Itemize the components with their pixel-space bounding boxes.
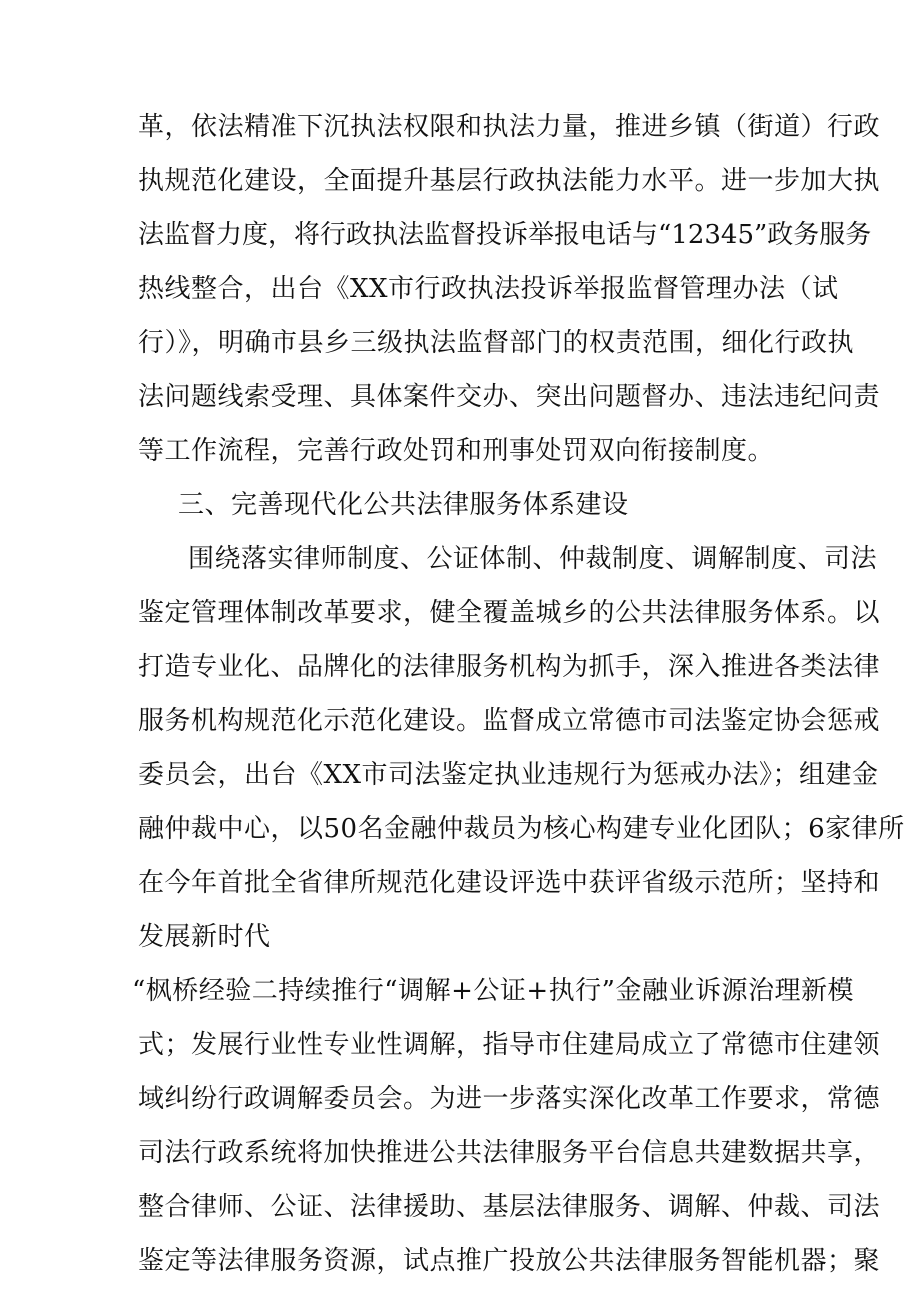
- paragraph-line-7: 等工作流程，完善行政处罚和刑事处罚双向衔接制度。: [138, 436, 775, 466]
- paragraph-line-11: 打造专业化、品牌化的法律服务机构为抓手，深入推进各类法律: [138, 652, 881, 682]
- paragraph-line-1: 革，依法精准下沉执法权限和执法力量，推进乡镇（街道）行政: [138, 112, 881, 142]
- paragraph-line-3: 法监督力度，将行政执法监督投诉举报电话与“12345”政务服务: [138, 220, 872, 250]
- paragraph-line-21: 整合律师、公证、法律援助、基层法律服务、调解、仲裁、司法: [138, 1192, 881, 1222]
- paragraph-line-18: 式；发展行业性专业性调解，指导市住建局成立了常德市住建领: [138, 1030, 881, 1060]
- paragraph-line-13: 委员会，出台《XX市司法鉴定执业违规行为惩戒办法》；组建金: [138, 760, 879, 790]
- paragraph-line-9: 围绕落实律师制度、公证体制、仲裁制度、调解制度、司法: [188, 544, 878, 574]
- paragraph-line-14: 融仲裁中心，以50名金融仲裁员为核心构建专业化团队；6家律所: [138, 814, 905, 844]
- paragraph-line-20: 司法行政系统将加快推进公共法律服务平台信息共建数据共享，: [138, 1138, 881, 1168]
- paragraph-line-22: 鉴定等法律服务资源，试点推广投放公共法律服务智能机器；聚: [138, 1246, 881, 1276]
- paragraph-line-19: 域纠纷行政调解委员会。为进一步落实深化改革工作要求，常德: [138, 1084, 881, 1114]
- paragraph-line-6: 法问题线索受理、具体案件交办、突出问题督办、违法违纪问责: [138, 382, 881, 412]
- paragraph-line-16: 发展新时代: [138, 922, 271, 952]
- paragraph-line-5: 行）》，明确市县乡三级执法监督部门的权责范围，细化行政执: [138, 328, 855, 358]
- paragraph-line-17: “枫桥经验二持续推行“调解+公证+执行”金融业诉源治理新模: [132, 976, 854, 1006]
- paragraph-line-2: 执规范化建设，全面提升基层行政执法能力水平。进一步加大执: [138, 166, 881, 196]
- paragraph-line-15: 在今年首批全省律所规范化建设评选中获评省级示范所；坚持和: [138, 868, 881, 898]
- paragraph-line-10: 鉴定管理体制改革要求，健全覆盖城乡的公共法律服务体系。以: [138, 598, 881, 628]
- paragraph-line-4: 热线整合，出台《XX市行政执法投诉举报监督管理办法（试: [138, 274, 839, 304]
- section-heading: 三、完善现代化公共法律服务体系建设: [178, 490, 629, 520]
- paragraph-line-12: 服务机构规范化示范化建设。监督成立常德市司法鉴定协会惩戒: [138, 706, 881, 736]
